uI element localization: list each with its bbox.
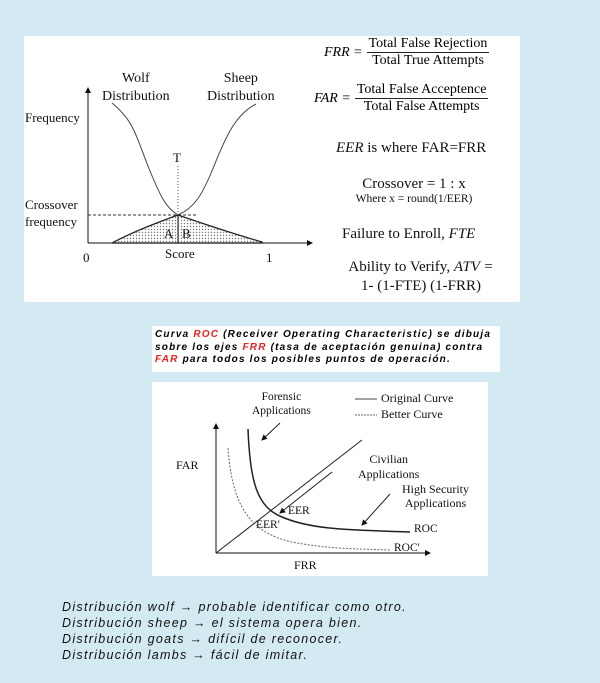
- threshold-label: T: [173, 150, 181, 165]
- forensic-arrow: [262, 423, 280, 440]
- wolf-sheep-distribution-chart: [24, 36, 324, 302]
- wolf-label: Wolf Distribution: [102, 71, 170, 104]
- x-min-label: 0: [83, 250, 90, 265]
- eer-definition: EER is where FAR=FRR: [336, 140, 487, 156]
- list-item: Distribución wolf → probable identificar como otro.: [62, 600, 407, 614]
- x-axis-label: Score: [165, 246, 195, 261]
- legend-original-label: Original Curve: [381, 391, 454, 405]
- top-panel: [24, 36, 520, 302]
- list-item: Distribución sheep → el sistema opera bien.: [62, 616, 363, 630]
- sheep-label: Sheep Distribution: [207, 71, 275, 104]
- legend-better-label: Better Curve: [381, 407, 443, 421]
- roc-caption: Curva ROC (Receiver Operating Characteristic) se dibuja sobre los ejes FRR (tasa de aceptación genuina) contra FAR para todos los posibles puntos de operación.: [152, 326, 500, 372]
- x-max-label: 1: [266, 250, 273, 265]
- crossover-formula: Crossover = 1 : x Where x = round(1/EER): [355, 176, 473, 205]
- region-a-label: A: [164, 226, 174, 241]
- frr-formula: FRR = Total False Rejection Total True Attempts: [324, 36, 488, 68]
- region-b-label: B: [182, 226, 191, 241]
- eer-diagonal: [216, 440, 362, 553]
- high-security-arrow: [362, 494, 390, 525]
- eer-prime-label: EER': [256, 519, 280, 531]
- y-axis-label: Frequency: [25, 110, 80, 125]
- wolf-curve: [112, 103, 178, 215]
- roc-label: ROC: [414, 523, 438, 535]
- crossover-label: Crossover frequency: [25, 197, 78, 229]
- eer-label: EER: [288, 505, 310, 517]
- distribution-list: [62, 599, 407, 663]
- sheep-curve: [178, 104, 256, 215]
- high-security-label: High Security Applications: [402, 482, 469, 510]
- civilian-label: Civilian Applications: [358, 452, 420, 481]
- far-formula: FAR = Total False Acceptence Total False Attempts: [314, 82, 487, 114]
- list-item: Distribución goats → difícil de reconocer.: [62, 632, 344, 646]
- atv-definition: Ability to Verify, ATV = 1- (1-FTE) (1-FRR): [348, 259, 494, 294]
- fte-definition: Failure to Enroll, FTE: [342, 226, 476, 242]
- frr-axis-label: FRR: [294, 558, 317, 572]
- roc-panel: [152, 382, 488, 576]
- list-item: Distribución lambs → fácil de imitar.: [62, 648, 309, 662]
- far-axis-label: FAR: [176, 458, 199, 472]
- roc-prime-label: ROC': [394, 542, 420, 554]
- forensic-label: Forensic Applications: [252, 391, 311, 417]
